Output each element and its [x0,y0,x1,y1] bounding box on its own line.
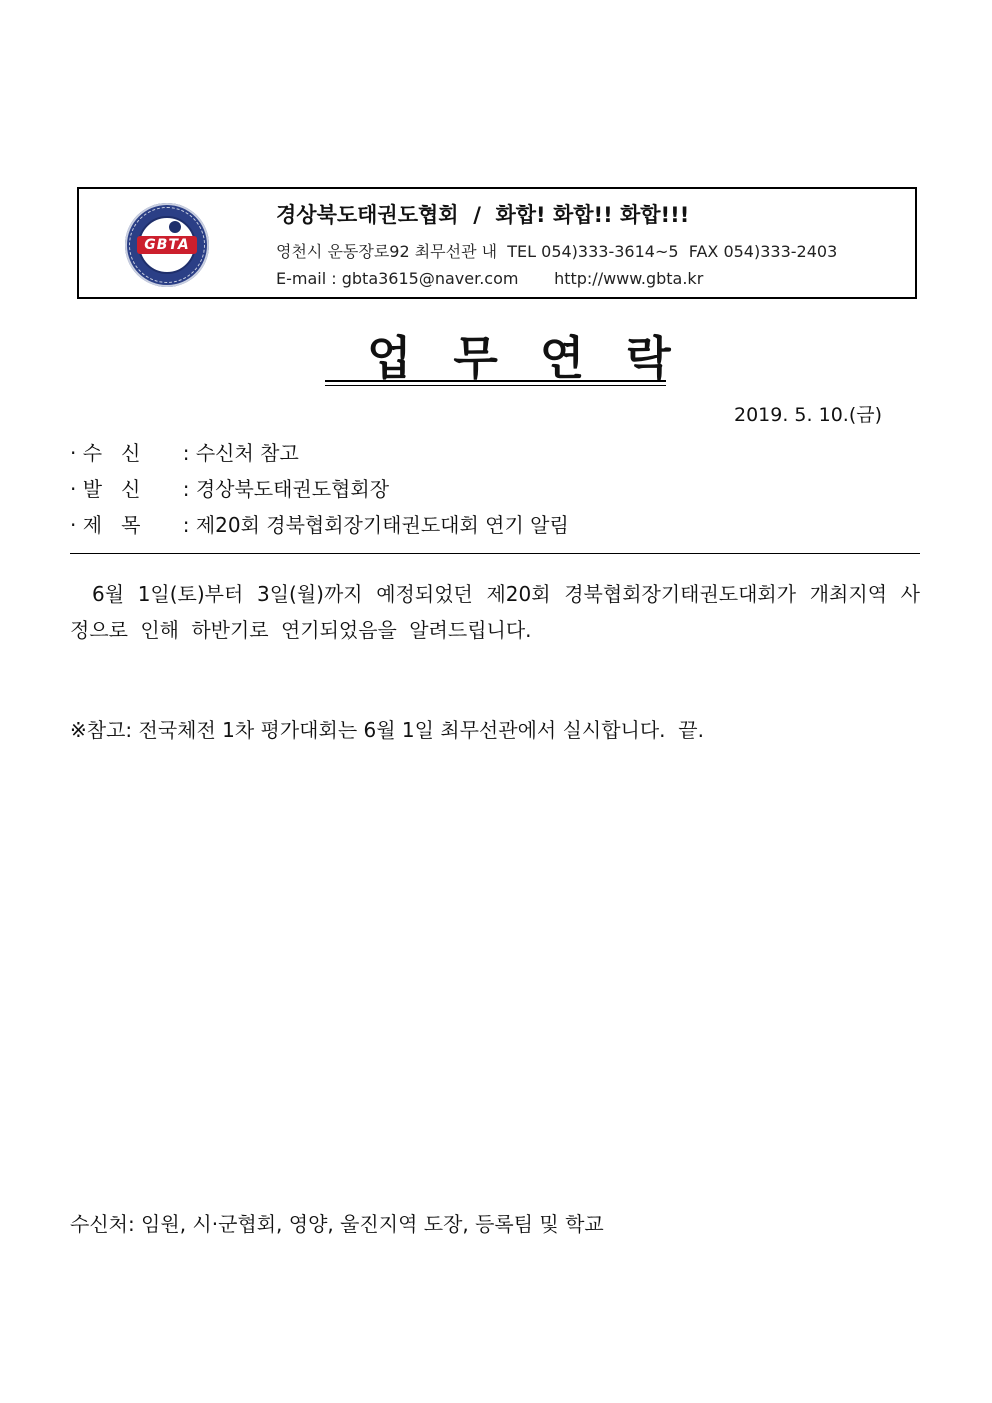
title-underline [325,380,666,382]
organization-contact: E-mail : gbta3615@naver.com http://www.gbta.kr [276,269,704,288]
section-divider [70,553,920,554]
meta-label: 발 신 [82,477,141,501]
association-logo-icon [125,203,209,287]
meta-label: 제 목 [82,513,141,537]
organization-address: 영천시 운동장로92 최무선관 내 TEL 054)333-3614~5 FAX 054)333-2403 [276,242,838,261]
title-underline-thin [325,385,666,386]
meta-bullet: · [70,441,77,465]
recipients-list: 수신처: 임원, 시·군협회, 영양, 울진지역 도장, 등록팀 및 학교 [70,1212,604,1236]
reference-note: ※참고: 전국체전 1차 평가대회는 6월 1일 최무선관에서 실시합니다. 끝. [70,718,704,742]
meta-value: : 제20회 경북협회장기태권도대회 연기 알림 [182,513,569,537]
meta-value: : 수신처 참고 [182,441,299,465]
organization-title: 경상북도태권도협회 / 화합! 화합!! 화합!!! [276,203,690,227]
logo-figure-icon [169,221,181,233]
meta-row-subject [70,509,569,538]
meta-bullet: · [70,477,77,501]
document-title: 업무연락 [367,331,713,385]
meta-value: : 경상북도태권도협회장 [182,477,390,501]
meta-bullet: · [70,513,77,537]
document-date: 2019. 5. 10.(금) [734,404,882,426]
meta-label: 수 신 [82,441,141,465]
meta-row-recipient [70,437,299,466]
meta-row-sender [70,473,389,502]
body-paragraph: 6월 1일(토)부터 3일(월)까지 예정되었던 제20회 경북협회장기태권도대회가 개최지역 사정으로 인해 하반기로 연기되었음을 알려드립니다. [70,582,920,642]
logo-text: GBTA [144,237,190,253]
letterhead [77,187,917,299]
